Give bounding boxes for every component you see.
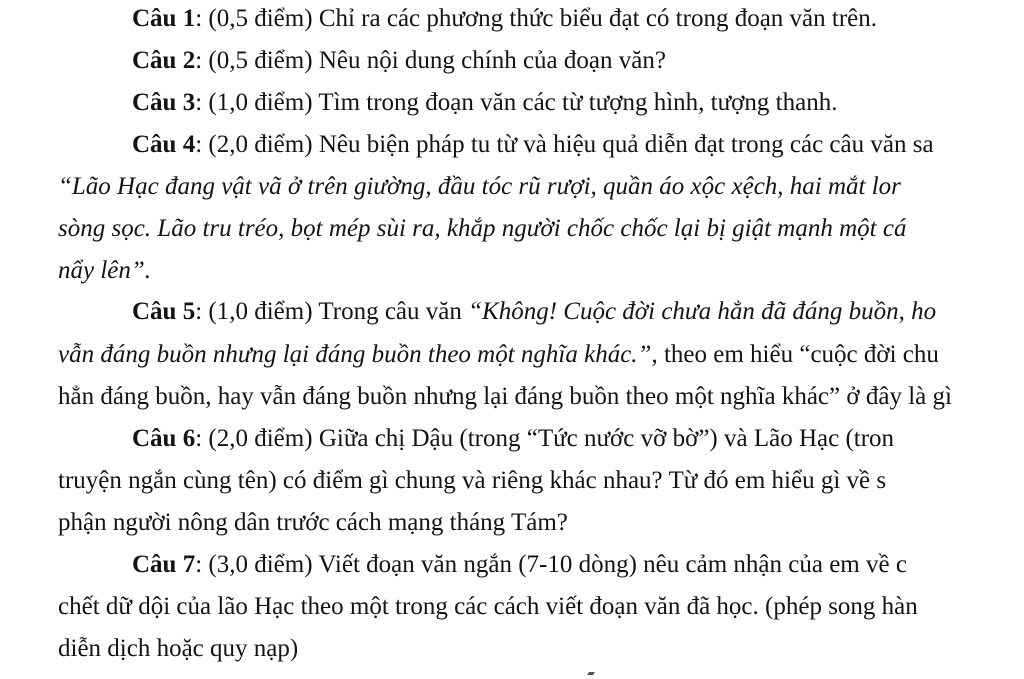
question-points: : (2,0 điểm) <box>195 131 313 158</box>
question-label: Câu 7 <box>132 551 196 578</box>
question-line <box>132 4 877 34</box>
question-line <box>132 424 894 454</box>
question-line <box>132 130 934 160</box>
question-label: Câu 4 <box>132 131 196 158</box>
question-continuation-line <box>58 382 952 412</box>
question-continuation-line <box>58 508 568 538</box>
question-continuation-line <box>58 466 886 496</box>
question-text: , theo em hiểu “cuộc đời chu <box>651 341 939 368</box>
question-label: Câu 2 <box>132 47 196 74</box>
question-text: Nêu nội dung chính của đoạn văn? <box>312 47 666 74</box>
question-continuation-line <box>58 340 939 370</box>
stray-mark <box>587 672 595 675</box>
question-text: Giữa chị Dậu (trong “Tức nước vỡ bờ”) và Lão Hạc (tron <box>312 425 895 452</box>
question-points: : (3,0 điểm) <box>195 551 313 578</box>
question-continuation-line <box>58 256 151 286</box>
question-label: Câu 5 <box>132 298 196 325</box>
quoted-text: nẩy lên”. <box>58 257 152 284</box>
quoted-text: “Không! Cuộc đời chưa hẳn đã đáng buồn, ho <box>468 298 937 325</box>
question-points: : (1,0 điểm) <box>195 298 313 325</box>
question-points: : (0,5 điểm) <box>195 47 313 74</box>
question-continuation-line <box>58 634 298 664</box>
question-text: truyện ngắn cùng tên) có điểm gì chung và riêng khác nhau? Từ đó em hiểu gì về s <box>58 467 887 494</box>
question-continuation-line <box>58 592 918 622</box>
question-continuation-line <box>58 214 906 244</box>
question-line <box>132 88 837 118</box>
question-line <box>132 46 666 76</box>
question-text: Nêu biện pháp tu từ và hiệu quả diễn đạt trong các câu văn sa <box>312 131 934 158</box>
quoted-text: “Lão Hạc đang vật vã ở trên giường, đầu tóc rũ rượi, quần áo xộc xệch, hai mắt lor <box>58 173 901 200</box>
question-points: : (1,0 điểm) <box>195 89 313 116</box>
question-text: Trong câu văn <box>312 298 469 325</box>
question-label: Câu 1 <box>132 5 196 32</box>
question-text: chết dữ dội của lão Hạc theo một trong các cách viết đoạn văn đã học. (phép song hàn <box>58 593 918 620</box>
question-text: hẳn đáng buồn, hay vẫn đáng buồn nhưng lại đáng buồn theo một nghĩa khác” ở đây là gì <box>58 383 952 410</box>
question-line <box>132 550 907 580</box>
quoted-text: sòng sọc. Lão tru tréo, bọt mép sùi ra, khắp người chốc chốc lại bị giật mạnh một cá <box>58 215 907 242</box>
question-line <box>132 297 936 327</box>
question-text: diễn dịch hoặc quy nạp) <box>58 635 299 662</box>
question-text: Chỉ ra các phương thức biểu đạt có trong đoạn văn trên. <box>312 5 878 32</box>
question-points: : (0,5 điểm) <box>195 5 313 32</box>
question-text: phận người nông dân trước cách mạng tháng Tám? <box>58 509 568 536</box>
quoted-text: vẫn đáng buồn nhưng lại đáng buồn theo một nghĩa khác.” <box>58 341 652 368</box>
question-continuation-line <box>58 172 901 202</box>
question-text: Tìm trong đoạn văn các từ tượng hình, tượng thanh. <box>312 89 838 116</box>
question-label: Câu 6 <box>132 425 196 452</box>
question-points: : (2,0 điểm) <box>195 425 313 452</box>
question-label: Câu 3 <box>132 89 196 116</box>
question-text: Viết đoạn văn ngắn (7-10 dòng) nêu cảm nhận của em về c <box>312 551 907 578</box>
